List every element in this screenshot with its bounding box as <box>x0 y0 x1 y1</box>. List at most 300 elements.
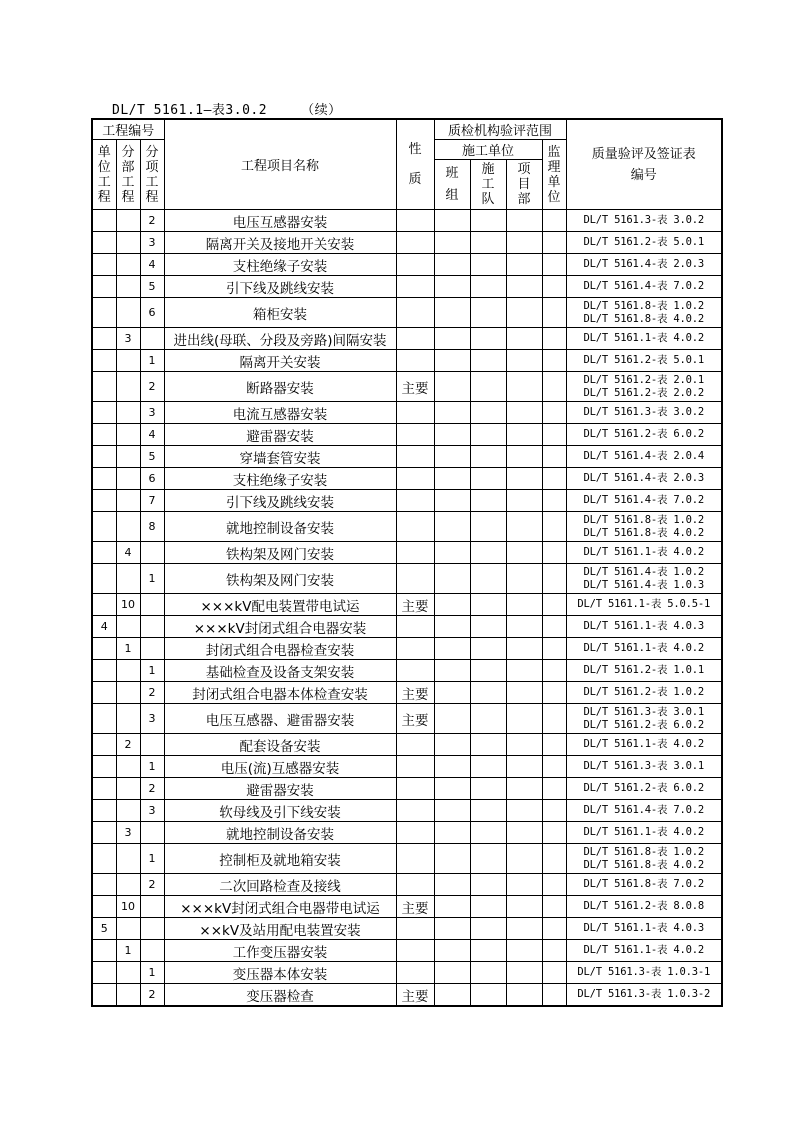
team-cell <box>434 372 470 402</box>
project-name-cell: 箱柜安装 <box>164 298 396 328</box>
supervisor-cell <box>542 874 566 896</box>
project-dept-cell <box>506 660 542 682</box>
division-cell <box>116 512 140 542</box>
table-row <box>92 402 722 424</box>
form-number: DL/T 5161.2-表 5.0.1 <box>583 354 704 366</box>
crew-cell <box>470 564 506 594</box>
unit-cell <box>92 734 116 756</box>
crew-header: 施 工 队 <box>470 160 506 210</box>
form-number: DL/T 5161.2-表 2.0.1 <box>583 373 704 386</box>
crew-cell <box>470 704 506 734</box>
project-name-cell: 铁构架及网门安装 <box>164 542 396 564</box>
project-name-cell: ×××kV封闭式组合电器安装 <box>164 616 396 638</box>
table-row <box>92 298 722 328</box>
crew-cell <box>470 254 506 276</box>
unit-cell <box>92 800 116 822</box>
form-number: DL/T 5161.2-表 2.0.2 <box>583 386 704 399</box>
item-cell: 4 <box>140 424 164 446</box>
division-cell: 10 <box>116 896 140 918</box>
supervisor-cell <box>542 616 566 638</box>
item-cell: 3 <box>140 704 164 734</box>
nature-cell <box>396 254 434 276</box>
division-cell <box>116 232 140 254</box>
project-name-cell: 基础检查及设备支架安装 <box>164 660 396 682</box>
nature-cell <box>396 638 434 660</box>
nature-cell <box>396 778 434 800</box>
form-number-cell <box>566 896 722 918</box>
project-dept-cell <box>506 210 542 232</box>
form-number-cell <box>566 616 722 638</box>
table-row <box>92 800 722 822</box>
form-number: DL/T 5161.1-表 4.0.3 <box>583 922 704 934</box>
project-name-cell: 引下线及跳线安装 <box>164 276 396 298</box>
table-row <box>92 232 722 254</box>
crew-cell <box>470 984 506 1007</box>
crew-cell <box>470 328 506 350</box>
form-number-header: 质量验评及签证表编号 <box>566 119 722 210</box>
form-number: DL/T 5161.4-表 7.0.2 <box>583 280 704 292</box>
table-row <box>92 490 722 512</box>
table-row <box>92 756 722 778</box>
division-cell: 1 <box>116 940 140 962</box>
form-number-cell <box>566 918 722 940</box>
form-number-cell <box>566 232 722 254</box>
form-number-cell <box>566 298 722 328</box>
table-row <box>92 660 722 682</box>
table-row <box>92 424 722 446</box>
division-cell <box>116 402 140 424</box>
project-name-cell: 支柱绝缘子安装 <box>164 468 396 490</box>
nature-cell <box>396 468 434 490</box>
supervisor-header: 监 理 单 位 <box>542 140 566 210</box>
division-cell <box>116 254 140 276</box>
nature-cell <box>396 844 434 874</box>
supervisor-cell <box>542 468 566 490</box>
unit-cell <box>92 844 116 874</box>
crew-cell <box>470 756 506 778</box>
form-number: DL/T 5161.8-表 1.0.2 <box>583 299 704 312</box>
project-name-cell: 配套设备安装 <box>164 734 396 756</box>
inspection-scope-header: 质检机构验评范围 <box>434 119 566 140</box>
crew-cell <box>470 298 506 328</box>
form-number-cell <box>566 984 722 1007</box>
project-name-cell: ××kV及站用配电装置安装 <box>164 918 396 940</box>
supervisor-cell <box>542 896 566 918</box>
table-row <box>92 372 722 402</box>
project-dept-cell <box>506 512 542 542</box>
crew-cell <box>470 940 506 962</box>
form-number-cell <box>566 844 722 874</box>
unit-cell <box>92 446 116 468</box>
nature-cell <box>396 328 434 350</box>
item-cell: 3 <box>140 232 164 254</box>
form-number-cell <box>566 468 722 490</box>
project-name-cell: 避雷器安装 <box>164 424 396 446</box>
crew-cell <box>470 542 506 564</box>
item-cell: 1 <box>140 844 164 874</box>
crew-cell <box>470 210 506 232</box>
item-cell <box>140 734 164 756</box>
form-number: DL/T 5161.1-表 5.0.5-1 <box>577 598 711 610</box>
project-dept-cell <box>506 704 542 734</box>
project-dept-cell <box>506 682 542 704</box>
form-number: DL/T 5161.3-表 3.0.2 <box>583 214 704 226</box>
item-cell: 3 <box>140 800 164 822</box>
nature-cell <box>396 734 434 756</box>
crew-cell <box>470 822 506 844</box>
project-name-cell: 电压(流)互感器安装 <box>164 756 396 778</box>
item-cell <box>140 616 164 638</box>
project-code-header: 工程编号 <box>92 119 164 140</box>
supervisor-cell <box>542 350 566 372</box>
unit-cell <box>92 328 116 350</box>
supervisor-cell <box>542 328 566 350</box>
unit-cell <box>92 984 116 1007</box>
table-row <box>92 638 722 660</box>
item-cell: 4 <box>140 254 164 276</box>
nature-cell <box>396 542 434 564</box>
form-number-cell <box>566 778 722 800</box>
team-cell <box>434 254 470 276</box>
table-row <box>92 350 722 372</box>
table-row <box>92 542 722 564</box>
unit-cell <box>92 564 116 594</box>
item-cell <box>140 822 164 844</box>
form-number-cell <box>566 704 722 734</box>
division-cell: 3 <box>116 822 140 844</box>
supervisor-cell <box>542 962 566 984</box>
project-dept-cell <box>506 844 542 874</box>
crew-cell <box>470 734 506 756</box>
project-name-cell: 电流互感器安装 <box>164 402 396 424</box>
division-cell <box>116 372 140 402</box>
form-number-cell <box>566 424 722 446</box>
form-number-cell <box>566 800 722 822</box>
form-number-cell <box>566 874 722 896</box>
nature-cell <box>396 490 434 512</box>
table-row <box>92 734 722 756</box>
nature-cell <box>396 210 434 232</box>
table-caption <box>112 99 342 118</box>
form-number-cell <box>566 734 722 756</box>
division-cell <box>116 984 140 1007</box>
table-row <box>92 682 722 704</box>
supervisor-cell <box>542 276 566 298</box>
nature-cell <box>396 660 434 682</box>
unit-cell <box>92 210 116 232</box>
item-cell <box>140 594 164 616</box>
crew-cell <box>470 616 506 638</box>
crew-cell <box>470 844 506 874</box>
item-cell: 6 <box>140 468 164 490</box>
supervisor-cell <box>542 844 566 874</box>
form-number-cell <box>566 210 722 232</box>
crew-cell <box>470 424 506 446</box>
supervisor-cell <box>542 940 566 962</box>
unit-cell <box>92 778 116 800</box>
team-cell <box>434 778 470 800</box>
project-dept-cell <box>506 962 542 984</box>
division-cell: 2 <box>116 734 140 756</box>
project-dept-cell <box>506 424 542 446</box>
item-cell: 2 <box>140 778 164 800</box>
form-number: DL/T 5161.1-表 4.0.2 <box>583 738 704 750</box>
crew-cell <box>470 682 506 704</box>
team-cell <box>434 616 470 638</box>
division-cell <box>116 844 140 874</box>
table-row <box>92 446 722 468</box>
division-cell: 4 <box>116 542 140 564</box>
item-cell: 7 <box>140 490 164 512</box>
division-cell <box>116 490 140 512</box>
team-cell <box>434 446 470 468</box>
project-name-cell: 封闭式组合电器本体检查安装 <box>164 682 396 704</box>
form-number: DL/T 5161.2-表 8.0.8 <box>583 900 704 912</box>
supervisor-cell <box>542 734 566 756</box>
project-name-cell: ×××kV配电装置带电试运 <box>164 594 396 616</box>
crew-cell <box>470 660 506 682</box>
unit-cell <box>92 638 116 660</box>
form-number: DL/T 5161.3-表 3.0.2 <box>583 406 704 418</box>
item-cell: 1 <box>140 962 164 984</box>
crew-cell <box>470 874 506 896</box>
division-cell <box>116 210 140 232</box>
nature-cell <box>396 350 434 372</box>
division-cell: 1 <box>116 638 140 660</box>
team-cell <box>434 660 470 682</box>
form-number: DL/T 5161.1-表 4.0.2 <box>583 944 704 956</box>
crew-cell <box>470 276 506 298</box>
team-cell <box>434 874 470 896</box>
project-dept-cell <box>506 594 542 616</box>
division-cell <box>116 874 140 896</box>
project-dept-cell <box>506 446 542 468</box>
project-dept-cell <box>506 232 542 254</box>
unit-cell <box>92 962 116 984</box>
project-name-cell: 隔离开关及接地开关安装 <box>164 232 396 254</box>
division-cell <box>116 446 140 468</box>
project-dept-cell <box>506 328 542 350</box>
crew-cell <box>470 350 506 372</box>
nature-cell <box>396 298 434 328</box>
nature-cell: 主要 <box>396 984 434 1007</box>
form-number-cell <box>566 542 722 564</box>
form-number: DL/T 5161.2-表 5.0.1 <box>583 236 704 248</box>
supervisor-cell <box>542 918 566 940</box>
division-cell <box>116 276 140 298</box>
unit-cell <box>92 298 116 328</box>
unit-header: 单 位 工 程 <box>92 140 116 210</box>
project-dept-cell <box>506 468 542 490</box>
project-name-cell: 避雷器安装 <box>164 778 396 800</box>
nature-cell: 主要 <box>396 594 434 616</box>
supervisor-cell <box>542 490 566 512</box>
team-cell <box>434 564 470 594</box>
team-cell <box>434 232 470 254</box>
supervisor-cell <box>542 512 566 542</box>
project-dept-cell <box>506 896 542 918</box>
supervisor-cell <box>542 800 566 822</box>
project-dept-cell <box>506 734 542 756</box>
table-row <box>92 822 722 844</box>
form-number: DL/T 5161.4-表 7.0.2 <box>583 494 704 506</box>
team-cell <box>434 756 470 778</box>
nature-cell: 主要 <box>396 704 434 734</box>
unit-cell <box>92 874 116 896</box>
table-row <box>92 276 722 298</box>
team-cell <box>434 298 470 328</box>
crew-cell <box>470 372 506 402</box>
supervisor-cell <box>542 984 566 1007</box>
project-name-cell: 就地控制设备安装 <box>164 512 396 542</box>
division-header: 分 部 工 程 <box>116 140 140 210</box>
item-cell <box>140 638 164 660</box>
unit-cell <box>92 468 116 490</box>
table-row <box>92 254 722 276</box>
unit-cell <box>92 660 116 682</box>
team-cell <box>434 896 470 918</box>
team-cell <box>434 962 470 984</box>
project-name-cell: 引下线及跳线安装 <box>164 490 396 512</box>
table-row <box>92 468 722 490</box>
item-header: 分 项 工 程 <box>140 140 164 210</box>
form-number: DL/T 5161.4-表 2.0.3 <box>583 472 704 484</box>
item-cell: 2 <box>140 874 164 896</box>
crew-cell <box>470 490 506 512</box>
division-cell <box>116 962 140 984</box>
nature-cell: 主要 <box>396 896 434 918</box>
form-number-cell <box>566 682 722 704</box>
form-number: DL/T 5161.3-表 1.0.3-1 <box>577 966 711 978</box>
unit-cell <box>92 372 116 402</box>
division-cell <box>116 704 140 734</box>
item-cell: 8 <box>140 512 164 542</box>
team-cell <box>434 638 470 660</box>
unit-cell <box>92 594 116 616</box>
division-cell: 3 <box>116 328 140 350</box>
form-number-cell <box>566 350 722 372</box>
project-name-cell: 就地控制设备安装 <box>164 822 396 844</box>
project-dept-cell <box>506 490 542 512</box>
team-cell <box>434 512 470 542</box>
project-name-cell: 变压器检查 <box>164 984 396 1007</box>
supervisor-cell <box>542 660 566 682</box>
form-number-cell <box>566 822 722 844</box>
item-cell: 1 <box>140 660 164 682</box>
form-number: DL/T 5161.8-表 4.0.2 <box>583 526 704 539</box>
unit-cell <box>92 490 116 512</box>
project-name-cell: 电压互感器安装 <box>164 210 396 232</box>
nature-cell <box>396 962 434 984</box>
form-number-cell <box>566 402 722 424</box>
supervisor-cell <box>542 594 566 616</box>
form-number: DL/T 5161.1-表 4.0.2 <box>583 546 704 558</box>
team-cell <box>434 424 470 446</box>
form-number-cell <box>566 594 722 616</box>
form-number: DL/T 5161.3-表 3.0.1 <box>583 705 704 718</box>
nature-cell <box>396 564 434 594</box>
form-number: DL/T 5161.3-表 1.0.3-2 <box>577 988 711 1000</box>
item-cell <box>140 542 164 564</box>
project-name-cell: 封闭式组合电器检查安装 <box>164 638 396 660</box>
project-name-cell: 进出线(母联、分段及旁路)间隔安装 <box>164 328 396 350</box>
division-cell <box>116 660 140 682</box>
unit-cell <box>92 682 116 704</box>
supervisor-cell <box>542 542 566 564</box>
table-row <box>92 940 722 962</box>
form-number: DL/T 5161.2-表 1.0.1 <box>583 664 704 676</box>
project-dept-cell <box>506 254 542 276</box>
team-cell <box>434 328 470 350</box>
item-cell: 1 <box>140 564 164 594</box>
table-row <box>92 896 722 918</box>
form-number-cell <box>566 328 722 350</box>
division-cell <box>116 298 140 328</box>
unit-cell: 4 <box>92 616 116 638</box>
quality-evaluation-table <box>91 118 723 1007</box>
unit-cell <box>92 424 116 446</box>
item-cell: 5 <box>140 276 164 298</box>
crew-cell <box>470 594 506 616</box>
project-name-cell: 控制柜及就地箱安装 <box>164 844 396 874</box>
form-number: DL/T 5161.8-表 4.0.2 <box>583 858 704 871</box>
project-dept-cell <box>506 940 542 962</box>
nature-cell <box>396 446 434 468</box>
unit-cell <box>92 896 116 918</box>
crew-cell <box>470 962 506 984</box>
table-row <box>92 918 722 940</box>
crew-cell <box>470 800 506 822</box>
form-number: DL/T 5161.8-表 4.0.2 <box>583 312 704 325</box>
table-row <box>92 564 722 594</box>
division-cell <box>116 756 140 778</box>
unit-cell <box>92 542 116 564</box>
form-number: DL/T 5161.1-表 4.0.2 <box>583 826 704 838</box>
project-dept-cell <box>506 778 542 800</box>
project-name-cell: 断路器安装 <box>164 372 396 402</box>
item-cell: 1 <box>140 350 164 372</box>
table-row <box>92 328 722 350</box>
division-cell <box>116 616 140 638</box>
form-number-cell <box>566 638 722 660</box>
table-header <box>92 119 722 210</box>
supervisor-cell <box>542 402 566 424</box>
nature-cell <box>396 918 434 940</box>
project-name-cell: 软母线及引下线安装 <box>164 800 396 822</box>
supervisor-cell <box>542 564 566 594</box>
crew-cell <box>470 446 506 468</box>
item-cell <box>140 940 164 962</box>
supervisor-cell <box>542 638 566 660</box>
table-row <box>92 844 722 874</box>
unit-cell <box>92 254 116 276</box>
team-cell <box>434 468 470 490</box>
form-number-cell <box>566 962 722 984</box>
project-name-cell: 隔离开关安装 <box>164 350 396 372</box>
division-cell: 10 <box>116 594 140 616</box>
project-name-cell: 变压器本体安装 <box>164 962 396 984</box>
table-row <box>92 874 722 896</box>
team-cell <box>434 734 470 756</box>
form-number-cell <box>566 490 722 512</box>
team-cell <box>434 940 470 962</box>
form-number-cell <box>566 254 722 276</box>
supervisor-cell <box>542 254 566 276</box>
unit-cell <box>92 276 116 298</box>
form-number: DL/T 5161.4-表 7.0.2 <box>583 804 704 816</box>
form-number: DL/T 5161.2-表 6.0.2 <box>583 782 704 794</box>
unit-cell <box>92 756 116 778</box>
